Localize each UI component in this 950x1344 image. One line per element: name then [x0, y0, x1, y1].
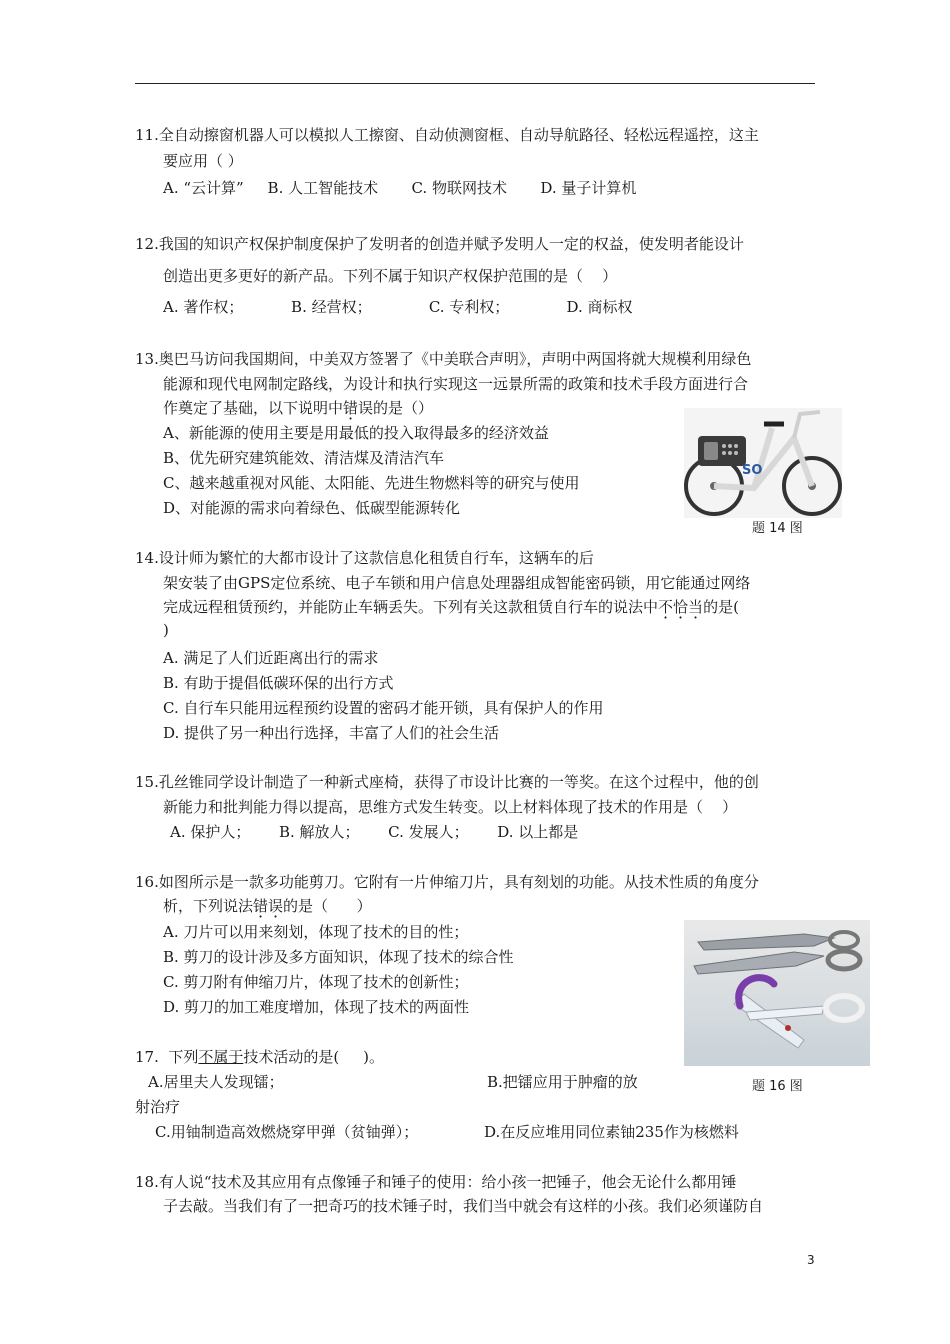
q11-line2: 要应用（ ）: [163, 152, 243, 170]
q13-line2: 能源和现代电网制定路线，为设计和执行实现这一远景所需的政策和技术手段方面进行合: [163, 375, 749, 393]
q16-option-a: A. 刀片可以用来刻划，体现了技术的目的性；: [163, 923, 469, 941]
q15-line2: 新能力和批判能力得以提高，思维方式发生转变。以上材料体现了技术的作用是（ ）: [163, 798, 738, 816]
q18-line1: 18.有人说“技术及其应用有点像锤子和锤子的使用：给小孩一把锤子，他会无论什么都用锤: [135, 1173, 737, 1191]
q14-line2: 架安装了由GPS定位系统、电子车锁和用户信息处理器组成智能密码锁，用它能通过网络: [163, 574, 751, 592]
q16-option-b: B. 剪刀的设计涉及多方面知识，体现了技术的综合性: [163, 948, 514, 966]
scissors-figure: [684, 920, 870, 1066]
q15-options: A. 保护人； B. 解放人； C. 发展人； D. 以上都是: [170, 823, 579, 841]
q17-line1: 17. 下列不属于技术活动的是( )。: [135, 1048, 384, 1066]
q16-line1: 16.如图所示是一款多功能剪刀。它附有一片伸缩刀片，具有刻划的功能。从技术性质的角度分: [135, 873, 759, 891]
q14-option-a: A. 满足了人们近距离出行的需求: [163, 649, 379, 667]
bicycle-figure: [684, 408, 842, 518]
q12-line2: 创造出更多更好的新产品。下列不属于知识产权保护范围的是（ ）: [163, 267, 618, 285]
bike-brand: SO: [742, 463, 763, 478]
q17-option-a: A.居里夫人发现镭；: [148, 1073, 284, 1091]
q16-option-c: C. 剪刀附有伸缩刀片，体现了技术的创新性；: [163, 973, 469, 991]
q17-option-c: C.用铀制造高效燃烧穿甲弹（贫铀弹）；: [155, 1123, 419, 1141]
q12-options: A. 著作权； B. 经营权； C. 专利权； D. 商标权: [163, 298, 633, 316]
q12-line1: 12.我国的知识产权保护制度保护了发明者的创造并赋予发明人一定的权益，使发明者能设计: [135, 235, 744, 253]
q14-line1: 14.设计师为繁忙的大都市设计了这款信息化租赁自行车，这辆车的后: [135, 549, 594, 567]
q13-option-a: A、新能源的使用主要是用最低的投入取得最多的经济效益: [163, 424, 549, 442]
q16-option-d: D. 剪刀的加工难度增加，体现了技术的两面性: [163, 998, 470, 1016]
q14-option-c: C. 自行车只能用远程预约设置的密码才能开锁，具有保护人的作用: [163, 699, 604, 717]
q15-line1: 15.孔丝锥同学设计制造了一种新式座椅，获得了市设计比赛的一等奖。在这个过程中，他的创: [135, 773, 759, 791]
fig16-caption: 题 16 图: [752, 1079, 803, 1094]
page-number: 3: [807, 1253, 815, 1267]
q17-option-d: D.在反应堆用同位素铀235作为核燃料: [484, 1123, 739, 1141]
q18-line2: 子去敲。当我们有了一把奇巧的技术锤子时，我们当中就会有这样的小孩。我们必须谨防自: [163, 1197, 764, 1215]
emphasis-char: 错: [343, 399, 359, 417]
fig14-caption: 题 14 图: [752, 521, 803, 536]
q14-line3: 完成远程租赁预约，并能防止车辆丢失。下列有关这款租赁自行车的说法中不恰当的是(: [163, 598, 739, 616]
q14-option-d: D. 提供了另一种出行选择，丰富了人们的社会生活: [163, 724, 500, 742]
q11-options: A. “云计算” B. 人工智能技术 C. 物联网技术 D. 量子计算机: [163, 179, 637, 197]
q13-option-b: B、优先研究建筑能效、清洁煤及清洁汽车: [163, 449, 445, 467]
q17-option-b: B.把镭应用于肿瘤的放: [487, 1073, 638, 1091]
underlined-text: 不属于: [198, 1048, 244, 1066]
q13-line1: 13.奥巴马访问我国期间，中美双方签署了《中美联合声明》，声明中两国将就大规模利用绿色: [135, 350, 752, 368]
q13-line3: 作奠定了基础，以下说明中错误的是（）: [163, 399, 434, 417]
q17-option-b-cont: 射治疗: [135, 1098, 181, 1116]
q13-option-d: D、对能源的需求向着绿色、低碳型能源转化: [163, 499, 461, 517]
header-rule: [135, 83, 815, 84]
q11-line1: 11.全自动擦窗机器人可以模拟人工擦窗、自动侦测窗框、自动导航路径、轻松远程遥控，这主: [135, 126, 759, 144]
q13-option-c: C、越来越重视对风能、太阳能、先进生物燃料等的研究与使用: [163, 474, 580, 492]
q16-line2: 析，下列说法错误的是（ ）: [163, 897, 372, 915]
q14-option-b: B. 有助于提倡低碳环保的出行方式: [163, 674, 394, 692]
q14-line4: ): [163, 621, 169, 639]
